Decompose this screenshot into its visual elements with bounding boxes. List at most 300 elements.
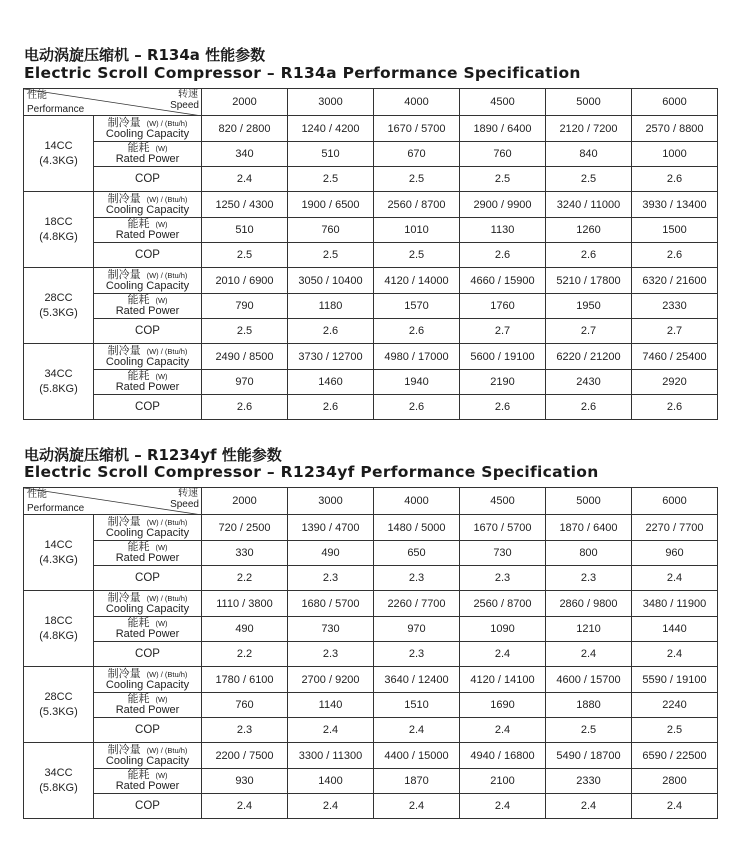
cop-value-cell: 2.4	[460, 794, 546, 819]
speed-header: 4000	[374, 488, 460, 515]
power-value-cell: 800	[546, 541, 632, 566]
r134a-title-en: Electric Scroll Compressor – R134a Performance Specification	[24, 64, 581, 82]
cooling-value-cell: 2120 / 7200	[546, 116, 632, 142]
cooling-value-cell: 1250 / 4300	[202, 192, 288, 218]
cooling-value-cell: 4660 / 15900	[460, 268, 546, 294]
r1234yf-performance-table	[23, 487, 718, 819]
cooling-label-cn: 制冷量	[107, 515, 141, 528]
table-row-power	[24, 769, 718, 794]
cop-value-cell: 2.3	[546, 566, 632, 591]
power-value-cell: 510	[288, 142, 374, 167]
performance-label-cn: 性能	[27, 90, 47, 101]
cooling-value-cell: 2700 / 9200	[288, 667, 374, 693]
cop-value-cell: 2.4	[632, 642, 718, 667]
cop-value-cell: 2.4	[546, 642, 632, 667]
table-row-cop	[24, 319, 718, 344]
model-weight: (4.8KG)	[39, 230, 78, 243]
cop-value-cell: 2.5	[374, 167, 460, 192]
cooling-value-cell: 1110 / 3800	[202, 591, 288, 617]
cooling-unit: (W) / (Btu/h)	[146, 118, 188, 128]
param-label-cop	[94, 642, 202, 667]
cooling-value-cell: 5490 / 18700	[546, 743, 632, 769]
speed-label-cn: 转速	[178, 488, 198, 499]
model-weight: (5.3KG)	[39, 705, 78, 718]
cop-value-cell: 2.4	[202, 167, 288, 192]
power-value-cell: 1760	[460, 294, 546, 319]
corner-cell	[24, 89, 202, 116]
power-value-cell: 1690	[460, 693, 546, 718]
power-value-cell: 490	[288, 541, 374, 566]
r134a-performance-table	[23, 88, 718, 420]
model-name: 18CC	[44, 614, 73, 627]
power-label-en: Rated Power	[115, 153, 180, 165]
power-value-cell: 760	[202, 693, 288, 718]
cooling-value-cell: 1390 / 4700	[288, 515, 374, 541]
performance-label-en: Performance	[27, 503, 85, 514]
param-label-cop	[94, 243, 202, 268]
power-label-cn: 能耗	[127, 617, 150, 629]
power-unit: (W)	[155, 771, 168, 780]
power-value-cell: 1090	[460, 617, 546, 642]
cooling-label-en: Cooling Capacity	[105, 127, 190, 140]
cooling-label-line	[94, 593, 201, 604]
cooling-label-en: Cooling Capacity	[105, 355, 190, 368]
cooling-label-en: Cooling Capacity	[105, 754, 190, 767]
cop-value-cell: 2.3	[374, 566, 460, 591]
speed-header: 6000	[632, 89, 718, 116]
power-value-cell: 930	[202, 769, 288, 794]
model-weight: (4.3KG)	[39, 553, 78, 566]
power-label-en: Rated Power	[115, 780, 180, 792]
power-value-cell: 760	[288, 218, 374, 243]
cooling-value-cell: 2270 / 7700	[632, 515, 718, 541]
cop-label: COP	[135, 248, 160, 261]
cooling-label-cn: 制冷量	[107, 667, 141, 680]
speed-header: 4500	[460, 488, 546, 515]
cop-value-cell: 2.4	[632, 794, 718, 819]
cooling-value-cell: 1670 / 5700	[460, 515, 546, 541]
cop-value-cell: 2.6	[374, 395, 460, 420]
table-row-power	[24, 370, 718, 395]
power-value-cell: 2100	[460, 769, 546, 794]
power-unit: (W)	[155, 372, 168, 381]
power-value-cell: 970	[374, 617, 460, 642]
cooling-label-line	[94, 194, 201, 205]
param-label-cop	[94, 167, 202, 192]
model-name: 14CC	[44, 538, 73, 551]
cop-value-cell: 2.2	[202, 566, 288, 591]
cop-value-cell: 2.5	[546, 718, 632, 743]
cooling-label-cn: 制冷量	[107, 268, 141, 281]
cop-value-cell: 2.5	[202, 319, 288, 344]
cooling-label-line	[94, 517, 201, 528]
table-row-cop	[24, 395, 718, 420]
power-value-cell: 1400	[288, 769, 374, 794]
cooling-label-cn: 制冷量	[107, 743, 141, 756]
cooling-label-en: Cooling Capacity	[105, 526, 190, 539]
power-label-en: Rated Power	[115, 305, 180, 317]
speed-label-cn: 转速	[178, 89, 198, 100]
param-label-cooling	[94, 591, 202, 617]
power-value-cell: 2800	[632, 769, 718, 794]
cop-value-cell: 2.4	[288, 718, 374, 743]
model-cell	[24, 667, 94, 743]
power-value-cell: 510	[202, 218, 288, 243]
cooling-value-cell: 820 / 2800	[202, 116, 288, 142]
param-label-power	[94, 218, 202, 243]
cooling-unit: (W) / (Btu/h)	[146, 346, 188, 356]
power-value-cell: 1460	[288, 370, 374, 395]
model-name: 28CC	[44, 291, 73, 304]
cooling-value-cell: 2010 / 6900	[202, 268, 288, 294]
speed-label-en: Speed	[170, 100, 199, 111]
cooling-label-line	[94, 270, 201, 281]
cooling-value-cell: 4120 / 14000	[374, 268, 460, 294]
cop-value-cell: 2.6	[632, 395, 718, 420]
power-value-cell: 2240	[632, 693, 718, 718]
cop-value-cell: 2.5	[374, 243, 460, 268]
power-value-cell: 2330	[546, 769, 632, 794]
table-row-cop	[24, 167, 718, 192]
cooling-label-cn: 制冷量	[107, 116, 141, 129]
power-unit: (W)	[155, 296, 168, 305]
cooling-value-cell: 2260 / 7700	[374, 591, 460, 617]
param-label-power	[94, 294, 202, 319]
cooling-value-cell: 5590 / 19100	[632, 667, 718, 693]
power-value-cell: 2190	[460, 370, 546, 395]
r1234yf-title-cn: 电动涡旋压缩机 – R1234yf 性能参数	[24, 446, 282, 464]
cop-label: COP	[135, 400, 160, 413]
cooling-value-cell: 1480 / 5000	[374, 515, 460, 541]
cooling-value-cell: 3640 / 12400	[374, 667, 460, 693]
power-value-cell: 840	[546, 142, 632, 167]
power-value-cell: 730	[288, 617, 374, 642]
power-value-cell: 1000	[632, 142, 718, 167]
cooling-value-cell: 4120 / 14100	[460, 667, 546, 693]
param-label-cop	[94, 395, 202, 420]
power-value-cell: 1130	[460, 218, 546, 243]
model-cell	[24, 591, 94, 667]
param-label-cooling	[94, 192, 202, 218]
cooling-value-cell: 1240 / 4200	[288, 116, 374, 142]
cop-value-cell: 2.5	[460, 167, 546, 192]
cop-label: COP	[135, 324, 160, 337]
param-label-cooling	[94, 743, 202, 769]
performance-label-cn: 性能	[27, 489, 47, 500]
power-label-en: Rated Power	[115, 704, 180, 716]
model-name: 18CC	[44, 215, 73, 228]
model-name: 14CC	[44, 139, 73, 152]
cop-value-cell: 2.4	[374, 718, 460, 743]
cooling-label-line	[94, 745, 201, 756]
table-row-cop	[24, 794, 718, 819]
power-value-cell: 760	[460, 142, 546, 167]
cooling-value-cell: 3050 / 10400	[288, 268, 374, 294]
power-value-cell: 790	[202, 294, 288, 319]
param-label-power	[94, 142, 202, 167]
cooling-value-cell: 7460 / 25400	[632, 344, 718, 370]
cooling-unit: (W) / (Btu/h)	[146, 194, 188, 204]
param-label-power	[94, 541, 202, 566]
cooling-value-cell: 4400 / 15000	[374, 743, 460, 769]
cooling-value-cell: 3730 / 12700	[288, 344, 374, 370]
r134a-title-cn: 电动涡旋压缩机 – R134a 性能参数	[24, 46, 266, 64]
model-weight: (5.8KG)	[39, 781, 78, 794]
cooling-value-cell: 1870 / 6400	[546, 515, 632, 541]
cop-value-cell: 2.4	[546, 794, 632, 819]
power-value-cell: 970	[202, 370, 288, 395]
cooling-label-en: Cooling Capacity	[105, 602, 190, 615]
power-value-cell: 1950	[546, 294, 632, 319]
cooling-value-cell: 6220 / 21200	[546, 344, 632, 370]
power-value-cell: 2920	[632, 370, 718, 395]
table-row-power	[24, 693, 718, 718]
power-label-cn: 能耗	[127, 693, 150, 705]
cop-label: COP	[135, 571, 160, 584]
cooling-value-cell: 1780 / 6100	[202, 667, 288, 693]
cooling-unit: (W) / (Btu/h)	[146, 593, 188, 603]
power-value-cell: 1210	[546, 617, 632, 642]
table-row-cooling	[24, 268, 718, 294]
speed-header: 5000	[546, 89, 632, 116]
cooling-value-cell: 2560 / 8700	[374, 192, 460, 218]
cop-value-cell: 2.4	[374, 794, 460, 819]
cooling-value-cell: 4980 / 17000	[374, 344, 460, 370]
cooling-value-cell: 6590 / 22500	[632, 743, 718, 769]
cop-value-cell: 2.5	[288, 243, 374, 268]
performance-label-en: Performance	[27, 104, 85, 115]
cop-value-cell: 2.4	[288, 794, 374, 819]
power-value-cell: 2330	[632, 294, 718, 319]
param-label-cooling	[94, 268, 202, 294]
table-row-cop	[24, 566, 718, 591]
power-value-cell: 330	[202, 541, 288, 566]
power-label-cn: 能耗	[127, 370, 150, 382]
power-value-cell: 1140	[288, 693, 374, 718]
cop-value-cell: 2.4	[460, 718, 546, 743]
cop-value-cell: 2.6	[288, 319, 374, 344]
model-cell	[24, 344, 94, 420]
cop-label: COP	[135, 723, 160, 736]
cooling-value-cell: 3480 / 11900	[632, 591, 718, 617]
cop-value-cell: 2.5	[632, 718, 718, 743]
model-cell	[24, 743, 94, 819]
cooling-value-cell: 2490 / 8500	[202, 344, 288, 370]
table-row-cooling	[24, 192, 718, 218]
model-weight: (5.8KG)	[39, 382, 78, 395]
cooling-value-cell: 1900 / 6500	[288, 192, 374, 218]
model-cell	[24, 515, 94, 591]
cop-value-cell: 2.6	[460, 395, 546, 420]
cop-value-cell: 2.7	[632, 319, 718, 344]
cop-label: COP	[135, 799, 160, 812]
power-label-cn: 能耗	[127, 142, 150, 154]
cooling-value-cell: 4600 / 15700	[546, 667, 632, 693]
cooling-value-cell: 1890 / 6400	[460, 116, 546, 142]
table-row-cooling	[24, 344, 718, 370]
model-cell	[24, 192, 94, 268]
model-name: 34CC	[44, 367, 73, 380]
model-cell	[24, 268, 94, 344]
power-unit: (W)	[155, 695, 168, 704]
table-row-cooling	[24, 743, 718, 769]
power-label-cn: 能耗	[127, 218, 150, 230]
cop-value-cell: 2.4	[202, 794, 288, 819]
r1234yf-title-en: Electric Scroll Compressor – R1234yf Performance Specification	[24, 463, 599, 481]
power-value-cell: 1940	[374, 370, 460, 395]
header-row	[24, 89, 718, 116]
cooling-label-line	[94, 118, 201, 129]
header-row	[24, 488, 718, 515]
speed-header: 3000	[288, 488, 374, 515]
cooling-label-line	[94, 669, 201, 680]
power-value-cell: 490	[202, 617, 288, 642]
power-value-cell: 2430	[546, 370, 632, 395]
cooling-value-cell: 2860 / 9800	[546, 591, 632, 617]
param-label-cop	[94, 319, 202, 344]
cooling-value-cell: 4940 / 16800	[460, 743, 546, 769]
table-row-power	[24, 218, 718, 243]
cop-value-cell: 2.6	[460, 243, 546, 268]
cooling-unit: (W) / (Btu/h)	[146, 517, 188, 527]
cooling-label-en: Cooling Capacity	[105, 203, 190, 216]
cop-value-cell: 2.5	[202, 243, 288, 268]
param-label-cooling	[94, 344, 202, 370]
table-row-cooling	[24, 515, 718, 541]
param-label-power	[94, 370, 202, 395]
model-weight: (4.8KG)	[39, 629, 78, 642]
power-value-cell: 1260	[546, 218, 632, 243]
table-row-power	[24, 142, 718, 167]
table-row-power	[24, 617, 718, 642]
model-cell	[24, 116, 94, 192]
param-label-power	[94, 769, 202, 794]
cooling-value-cell: 2900 / 9900	[460, 192, 546, 218]
cooling-value-cell: 6320 / 21600	[632, 268, 718, 294]
power-value-cell: 1500	[632, 218, 718, 243]
speed-header: 4500	[460, 89, 546, 116]
cooling-value-cell: 3300 / 11300	[288, 743, 374, 769]
param-label-cop	[94, 718, 202, 743]
model-weight: (4.3KG)	[39, 154, 78, 167]
model-weight: (5.3KG)	[39, 306, 78, 319]
cop-value-cell: 2.3	[374, 642, 460, 667]
corner-cell	[24, 488, 202, 515]
power-value-cell: 1880	[546, 693, 632, 718]
cop-value-cell: 2.7	[546, 319, 632, 344]
power-value-cell: 340	[202, 142, 288, 167]
table-row-power	[24, 294, 718, 319]
power-value-cell: 730	[460, 541, 546, 566]
power-unit: (W)	[155, 220, 168, 229]
cop-value-cell: 2.6	[632, 167, 718, 192]
cooling-label-cn: 制冷量	[107, 591, 141, 604]
speed-header: 5000	[546, 488, 632, 515]
table-row-power	[24, 541, 718, 566]
power-label-en: Rated Power	[115, 381, 180, 393]
cop-value-cell: 2.6	[202, 395, 288, 420]
power-label-en: Rated Power	[115, 229, 180, 241]
power-label-cn: 能耗	[127, 541, 150, 553]
cooling-label-cn: 制冷量	[107, 192, 141, 205]
cop-value-cell: 2.3	[288, 642, 374, 667]
cooling-unit: (W) / (Btu/h)	[146, 669, 188, 679]
cooling-label-line	[94, 346, 201, 357]
cop-value-cell: 2.6	[288, 395, 374, 420]
cop-value-cell: 2.5	[288, 167, 374, 192]
power-unit: (W)	[155, 543, 168, 552]
cooling-unit: (W) / (Btu/h)	[146, 270, 188, 280]
cooling-value-cell: 2570 / 8800	[632, 116, 718, 142]
param-label-cooling	[94, 116, 202, 142]
table-row-cop	[24, 642, 718, 667]
power-label-en: Rated Power	[115, 552, 180, 564]
cooling-label-en: Cooling Capacity	[105, 279, 190, 292]
speed-header: 4000	[374, 89, 460, 116]
cooling-value-cell: 720 / 2500	[202, 515, 288, 541]
cop-value-cell: 2.2	[202, 642, 288, 667]
table-row-cooling	[24, 116, 718, 142]
param-label-power	[94, 617, 202, 642]
speed-header: 2000	[202, 89, 288, 116]
cop-value-cell: 2.6	[374, 319, 460, 344]
param-label-cop	[94, 566, 202, 591]
table-row-cooling	[24, 591, 718, 617]
power-value-cell: 1510	[374, 693, 460, 718]
param-label-power	[94, 693, 202, 718]
speed-header: 6000	[632, 488, 718, 515]
cooling-value-cell: 2560 / 8700	[460, 591, 546, 617]
cop-label: COP	[135, 172, 160, 185]
cooling-label-cn: 制冷量	[107, 344, 141, 357]
power-value-cell: 960	[632, 541, 718, 566]
cop-value-cell: 2.6	[546, 243, 632, 268]
power-value-cell: 670	[374, 142, 460, 167]
cooling-value-cell: 1670 / 5700	[374, 116, 460, 142]
cooling-unit: (W) / (Btu/h)	[146, 745, 188, 755]
power-label-en: Rated Power	[115, 628, 180, 640]
model-name: 28CC	[44, 690, 73, 703]
speed-header: 2000	[202, 488, 288, 515]
cop-value-cell: 2.6	[632, 243, 718, 268]
cop-value-cell: 2.6	[546, 395, 632, 420]
cop-value-cell: 2.5	[546, 167, 632, 192]
cop-value-cell: 2.4	[632, 566, 718, 591]
param-label-cop	[94, 794, 202, 819]
cooling-value-cell: 3930 / 13400	[632, 192, 718, 218]
power-value-cell: 1570	[374, 294, 460, 319]
model-name: 34CC	[44, 766, 73, 779]
power-label-cn: 能耗	[127, 294, 150, 306]
cooling-value-cell: 3240 / 11000	[546, 192, 632, 218]
cooling-label-en: Cooling Capacity	[105, 678, 190, 691]
table-row-cop	[24, 718, 718, 743]
cop-value-cell: 2.4	[460, 642, 546, 667]
param-label-cooling	[94, 515, 202, 541]
power-value-cell: 1870	[374, 769, 460, 794]
cop-value-cell: 2.3	[202, 718, 288, 743]
table-row-cop	[24, 243, 718, 268]
power-value-cell: 1010	[374, 218, 460, 243]
speed-header: 3000	[288, 89, 374, 116]
cooling-value-cell: 5210 / 17800	[546, 268, 632, 294]
power-unit: (W)	[155, 144, 168, 153]
cop-value-cell: 2.3	[288, 566, 374, 591]
power-unit: (W)	[155, 619, 168, 628]
cop-value-cell: 2.3	[460, 566, 546, 591]
table-row-cooling	[24, 667, 718, 693]
speed-label-en: Speed	[170, 499, 199, 510]
